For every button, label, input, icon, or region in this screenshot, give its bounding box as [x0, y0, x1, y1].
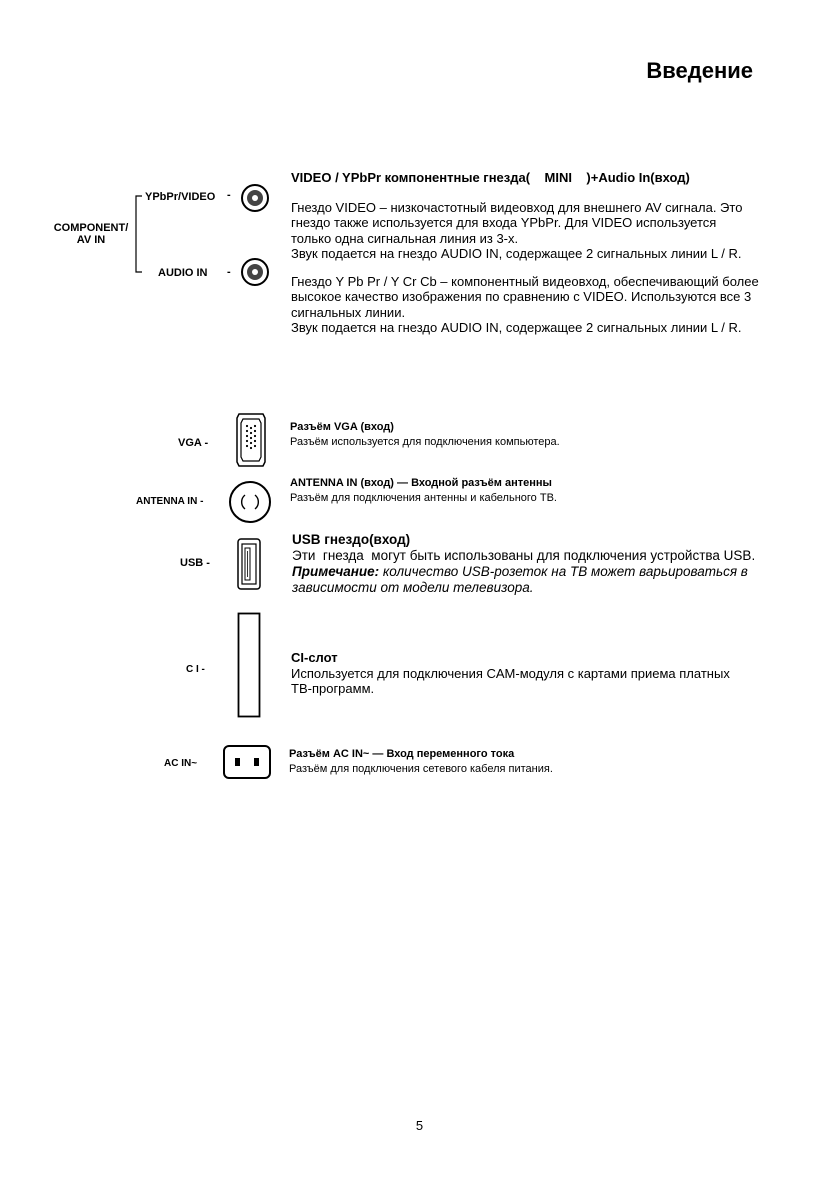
component-av-para2-line1: Гнездо Y Pb Pr / Y Cr Cb – компонентный видеовход, обеспечивающий более — [291, 273, 759, 289]
audio-in-label: AUDIO IN — [158, 267, 208, 279]
ac-label: AC IN~ — [164, 758, 198, 769]
ac-heading: Разъём AC IN~ — Вход переменного тока — [289, 748, 515, 760]
ci-line1: Используется для подключения CAM-модуля с картами приема платных — [291, 665, 730, 681]
ac-description — [289, 747, 553, 777]
ci-line2: ТВ-программ. — [291, 681, 375, 696]
usb-port-icon — [235, 537, 263, 591]
ci-slot-icon — [237, 612, 261, 718]
antenna-description — [290, 476, 557, 506]
usb-note-line1: количество USB-розеток на ТВ может варьироваться в — [379, 564, 748, 579]
vga-heading: Разъём VGA (вход) — [290, 421, 394, 433]
page-title: Введение — [646, 58, 753, 83]
ypbpr-dash: - — [227, 189, 231, 201]
component-av-label-line2: AV IN — [76, 234, 106, 246]
vga-label: VGA - — [178, 437, 209, 449]
component-av-group-label — [48, 222, 134, 246]
component-av-para1-line1: Гнездо VIDEO – низкочастотный видеовход для внешнего AV сигнала. Это — [291, 199, 743, 215]
usb-heading: USB гнездо(вход) — [292, 532, 411, 547]
antenna-port-icon — [228, 480, 272, 524]
component-av-para2-line2: высокое качество изображения по сравнению с VIDEO. Используются все 3 — [291, 289, 752, 304]
component-av-para1-line3: только одна сигнальная линия из 3-х. — [291, 230, 519, 246]
vga-desc: Разъём используется для подключения компьютера. — [290, 436, 560, 448]
component-av-para2-line3: сигнальных линии. — [291, 304, 406, 320]
page-number: 5 — [415, 1118, 424, 1133]
component-av-para1-line4: Звук подается на гнездо AUDIO IN, содержащее 2 сигнальных линии L / R. — [291, 246, 742, 261]
ci-label: C I - — [186, 664, 205, 675]
audio-dash: - — [227, 266, 231, 278]
ypbpr-video-jack-icon — [240, 183, 270, 213]
ypbpr-video-label: YPbPr/VIDEO — [145, 191, 216, 203]
antenna-heading: ANTENNA IN (вход) — Входной разъём антенны — [290, 477, 552, 489]
usb-description — [292, 532, 812, 596]
component-av-label-line1: COMPONENT/ — [53, 222, 129, 234]
vga-description — [290, 420, 560, 450]
ci-description — [291, 650, 811, 697]
audio-in-jack-icon — [240, 257, 270, 287]
component-av-para1-line2: гнездо также используется для входа YPbPr. Для VIDEO используется — [291, 215, 717, 230]
usb-line1: Эти гнезда могут быть использованы для подключения устройства USB. — [292, 548, 756, 563]
ci-heading: CI-слот — [291, 650, 338, 665]
component-group-bracket — [130, 188, 146, 276]
antenna-desc: Разъём для подключения антенны и кабельного ТВ. — [290, 492, 557, 504]
usb-label: USB - — [180, 557, 210, 569]
vga-port-icon — [235, 412, 267, 468]
component-av-para2-line4: Звук подается на гнездо AUDIO IN, содержащее 2 сигнальных линии L / R. — [291, 320, 742, 335]
usb-note-label: Примечание: — [292, 564, 380, 579]
component-av-heading: VIDEO / YPbPr компонентные гнезда( MINI )+Audio In(вход) — [291, 170, 690, 185]
ac-desc: Разъём для подключения сетевого кабеля питания. — [289, 763, 553, 775]
component-av-description — [291, 170, 791, 336]
antenna-label: ANTENNA IN - — [136, 496, 204, 507]
usb-note-line2: зависимости от модели телевизора. — [292, 580, 534, 595]
ac-power-socket-icon — [222, 744, 272, 780]
